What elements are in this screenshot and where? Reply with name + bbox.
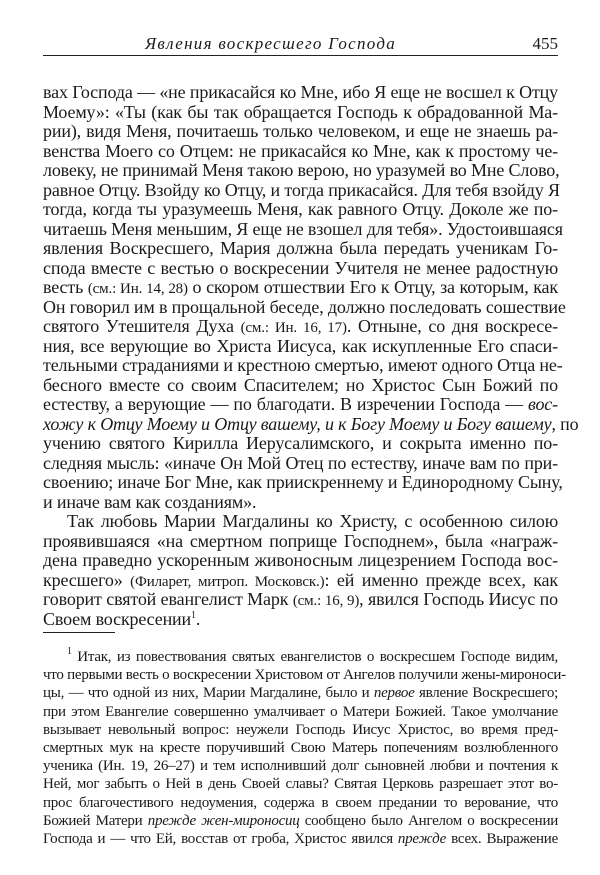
body-line [43,355,563,376]
text-segment: ния, все верующие во Христа Иисуса, как искупленные Его спаси- [43,335,558,356]
text-segment: . Отныне, со дня воскресе- [346,316,558,336]
body-line [43,512,558,532]
text-segment: . [195,608,201,629]
text-segment: Божией Матери [43,812,148,829]
body-line [43,142,558,162]
footnote-marker: 1 [191,609,196,621]
footnote-line [43,721,558,739]
text-segment: тельными страданиями и крестною смертью, имеют одного Отца не- [43,355,563,375]
text-segment: читаешь Меня меньшим, Я еще не взошел для тебя». Удостоившаяся [43,218,563,239]
text-segment: явление Воскресшего; [414,685,559,702]
body-line [43,317,558,337]
body-line [43,181,558,201]
body-line [43,454,558,474]
body-line [43,83,558,103]
text-segment: рии), видя Меня, почитаешь только человеком, и еще не знаешь ра- [43,121,558,141]
text-segment: бесного вместе со своим Спасителем; но Христос Сын Божий по [43,374,558,395]
text-segment: учению святого Кирилла Иерусалимского, и сокрыта именно по- [43,433,558,453]
footnote-line [43,757,558,775]
footnote-line [43,703,558,721]
text-segment: Ней, мог забыть о Ней в день Своей славы? Святая Церковь разрешает этот во- [43,776,558,793]
footnote-divider [43,632,115,633]
text-segment: сообщено было Ангелом о воскресении [299,812,558,829]
text-segment: святого Утешителя Духа [43,316,241,336]
text-segment: следняя мысль: «иначе Он Мой Отец по естеству, иначе вам по при- [43,452,558,473]
text-segment: и иначе вам как созданиям». [43,491,257,512]
body-line [43,259,558,279]
footnote-marker: 1 [67,646,72,657]
page-number: 455 [532,34,558,53]
body-line [43,122,558,142]
text-segment: тогда, когда ты уразумеешь Меня, как равного Отцу. Доколе же по- [43,199,558,219]
text-segment: весть [43,277,88,297]
text-segment: ученика (Ин. 19, 26–27) и тем исполнивший долг сыновней любви и почтения к [43,758,558,775]
citation-text: (см.: 16, 9) [292,593,360,609]
footnote [43,646,566,848]
body-line [43,296,566,318]
running-header [43,33,558,56]
italic-text: вос- [528,394,558,414]
text-segment: равное Отцу. Взойду ко Отцу, и тогда прикасайся. Для тебя взойду Я [43,179,560,200]
footnote-line [43,739,558,757]
footnote-line [43,830,558,848]
text-segment: дена праведно ускоренным живоносным лицезрением Господа вос- [43,550,558,570]
body-line [43,472,563,493]
text-segment: вах Господа — «не прикасайся ко Мне, ибо Я еще не восшел к Отцу [43,82,558,102]
text-segment: : ей именно прежде всех, как [324,569,558,590]
citation-text: (Филарет, митроп. Московск.) [130,573,325,590]
text-segment: проявившаяся «на смертном поприще Господнем», была «награж- [43,530,558,551]
text-segment: , по [551,413,579,434]
body-line [43,278,558,298]
text-segment: о скором отшествии Его к Отцу, за которым, как [187,277,558,297]
body-line [43,200,558,220]
text-segment: естеству, а верующие — по благодати. В изречении Господа — [43,394,529,414]
body-line [43,376,558,396]
italic-text: прежде [397,830,447,847]
footnote-line [43,794,558,812]
running-title: Явления воскресшего Господа [144,34,397,53]
body-line [43,571,558,591]
footnote-line [43,812,558,830]
text-segment: всех. Выражение [446,830,558,847]
body-line [43,161,558,181]
text-segment: прос благочестивого недоумения, содержа в своем предании то верование, что [43,794,558,811]
text-segment: вызывает невольный вопрос: неужели Господь Иисус Христос, во время пред- [43,721,558,738]
text-segment: говорит святой евангелист Марк [43,589,293,609]
text-segment: Моему»: «Ты (как бы так обращается Господь к обрадованной Ма- [43,101,558,122]
italic-text: прежде жен-мироносиц [147,812,300,829]
body-line [43,493,558,513]
citation-text: (см.: Ин. 14, 28) [87,281,188,297]
text-segment: Он говорил им в прощальной беседе, должно последовать сошествие [43,296,566,317]
text-segment: цы, — что одной из них, Марии Магдалине, было и [43,685,374,702]
text-segment: Господа и — что Ей, восстав от гроба, Христос явился [43,830,398,847]
text-segment: кресшего» [43,569,131,590]
body-line [43,590,558,610]
text-segment: Своем воскресении [43,608,192,629]
text-segment: Так любовь Марии Магдалины ко Христу, с особенною силою [67,511,558,531]
italic-text: хожу к Отцу Моему и Отцу вашему, и к Богу Моему и Богу вашему [43,413,552,434]
body-line [43,218,563,240]
text-segment: при этом Евангелие совершенно умалчивает о Матери Божией. Такое умолчание [43,703,558,720]
text-segment: своению; иначе Бог Мне, как приискреннему и Единородному Сыну, [43,472,563,492]
text-segment: явления Воскресшего, Мария должна была передать ученикам Го- [43,238,558,258]
body-line [43,610,558,630]
text-segment: смертных мук на кресте поручивший Свою Матерь попечениям возлюбленного [43,739,558,756]
text-segment: Итак, из повествования святых евангелистов о воскресшем Господе видим, [71,649,558,665]
footnote-line [43,666,566,684]
citation-text: (см.: Ин. 16, 17) [240,320,347,336]
main-text [43,82,579,629]
body-line [43,395,558,415]
text-segment: ловеку, не принимай Меня такою верою, но уразумей во Мне Слово, [43,160,560,180]
body-line [43,239,558,259]
text-segment: , явился Господь Иисус по [359,589,558,609]
body-line [43,532,558,552]
text-segment: что первыми весть о воскресении Христовом от Ангелов получили жены-мироноси- [43,667,566,684]
footnote-line [43,684,558,702]
footnote-line [43,775,558,793]
body-line [43,434,558,454]
text-segment: венства Моего со Отцем: не прикасайся ко Мне, как к простому че- [43,140,558,161]
body-line [43,551,558,571]
body-line [43,337,558,357]
body-line [43,103,558,123]
text-segment: спода вместе с вестью о воскресении Учителя не менее радостную [43,257,558,278]
italic-text: первое [373,685,415,702]
footnote-line [43,648,558,666]
body-line [43,413,579,435]
